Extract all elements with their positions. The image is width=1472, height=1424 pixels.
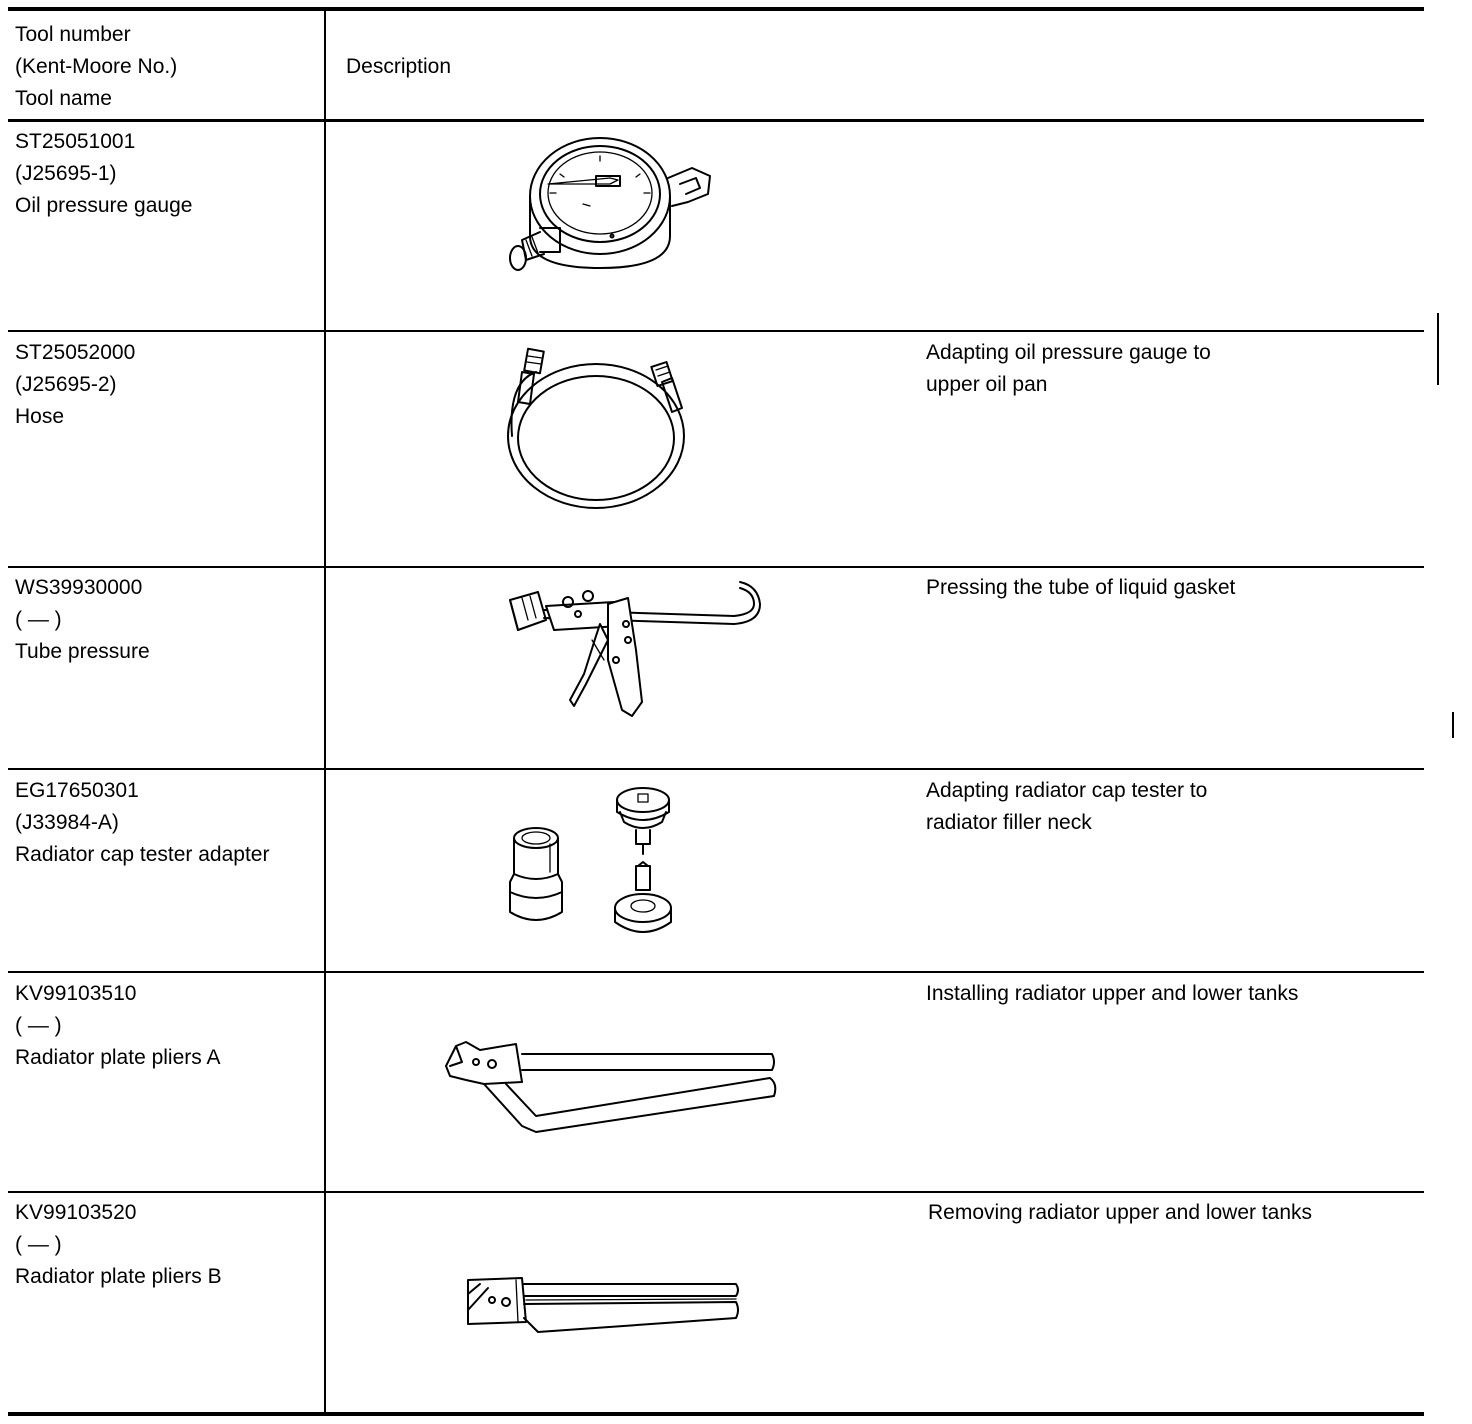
tool-name: Radiator cap tester adapter bbox=[15, 843, 270, 866]
oil-pressure-gauge-drawing bbox=[500, 136, 730, 276]
tool-number: WS39930000 bbox=[15, 576, 143, 599]
margin-mark bbox=[1437, 313, 1439, 385]
table-top-rule bbox=[8, 7, 1424, 11]
plate-pliers-b-drawing bbox=[462, 1274, 747, 1339]
kent-moore-number: ( — ) bbox=[15, 608, 62, 631]
tool-description: Pressing the tube of liquid gasket bbox=[926, 576, 1236, 599]
table-row bbox=[15, 1197, 315, 1293]
tool-description: Adapting oil pressure gauge to upper oil pan bbox=[926, 341, 1211, 396]
header-description-label: Description bbox=[346, 55, 452, 78]
table-row bbox=[15, 337, 315, 433]
header-kent-moore-label: (Kent-Moore No.) bbox=[15, 55, 178, 78]
header-tool-column bbox=[15, 19, 315, 115]
header-bottom-rule bbox=[8, 119, 1424, 122]
tube-presser-gun-drawing bbox=[504, 580, 764, 730]
table-row bbox=[15, 775, 315, 871]
tool-number: ST25052000 bbox=[15, 341, 136, 364]
tool-name: Oil pressure gauge bbox=[15, 194, 193, 217]
tool-description: Removing radiator upper and lower tanks bbox=[928, 1201, 1313, 1224]
table-bottom-rule bbox=[8, 1412, 1424, 1416]
coiled-hose-drawing bbox=[496, 342, 696, 512]
row-divider bbox=[8, 1191, 1424, 1193]
table-row bbox=[15, 978, 315, 1074]
cap-tester-adapter-drawing bbox=[500, 782, 690, 952]
tool-name: Tube pressure bbox=[15, 640, 150, 663]
header-tool-name-label: Tool name bbox=[15, 87, 112, 110]
column-divider bbox=[324, 9, 326, 1414]
row-divider bbox=[8, 566, 1424, 568]
tool-number: ST25051001 bbox=[15, 130, 136, 153]
kent-moore-number: (J25695-1) bbox=[15, 162, 117, 185]
row-divider bbox=[8, 330, 1424, 332]
tool-description: Installing radiator upper and lower tanks bbox=[926, 982, 1299, 1005]
tool-name: Radiator plate pliers B bbox=[15, 1265, 222, 1288]
kent-moore-number: ( — ) bbox=[15, 1233, 62, 1256]
tool-number: KV99103520 bbox=[15, 1201, 137, 1224]
row-divider bbox=[8, 768, 1424, 770]
plate-pliers-a-drawing bbox=[440, 1036, 785, 1136]
tool-name: Radiator plate pliers A bbox=[15, 1046, 221, 1069]
tool-name: Hose bbox=[15, 405, 65, 428]
table-row bbox=[15, 126, 315, 222]
header-tool-number-label: Tool number bbox=[15, 23, 131, 46]
tool-number: KV99103510 bbox=[15, 982, 137, 1005]
tool-description: Adapting radiator cap tester to radiator filler neck bbox=[926, 779, 1208, 834]
kent-moore-number: (J25695-2) bbox=[15, 373, 117, 396]
margin-mark bbox=[1452, 712, 1454, 738]
row-divider bbox=[8, 971, 1424, 973]
table-row bbox=[15, 572, 315, 668]
tool-number: EG17650301 bbox=[15, 779, 139, 802]
kent-moore-number: ( — ) bbox=[15, 1014, 62, 1037]
kent-moore-number: (J33984-A) bbox=[15, 811, 119, 834]
